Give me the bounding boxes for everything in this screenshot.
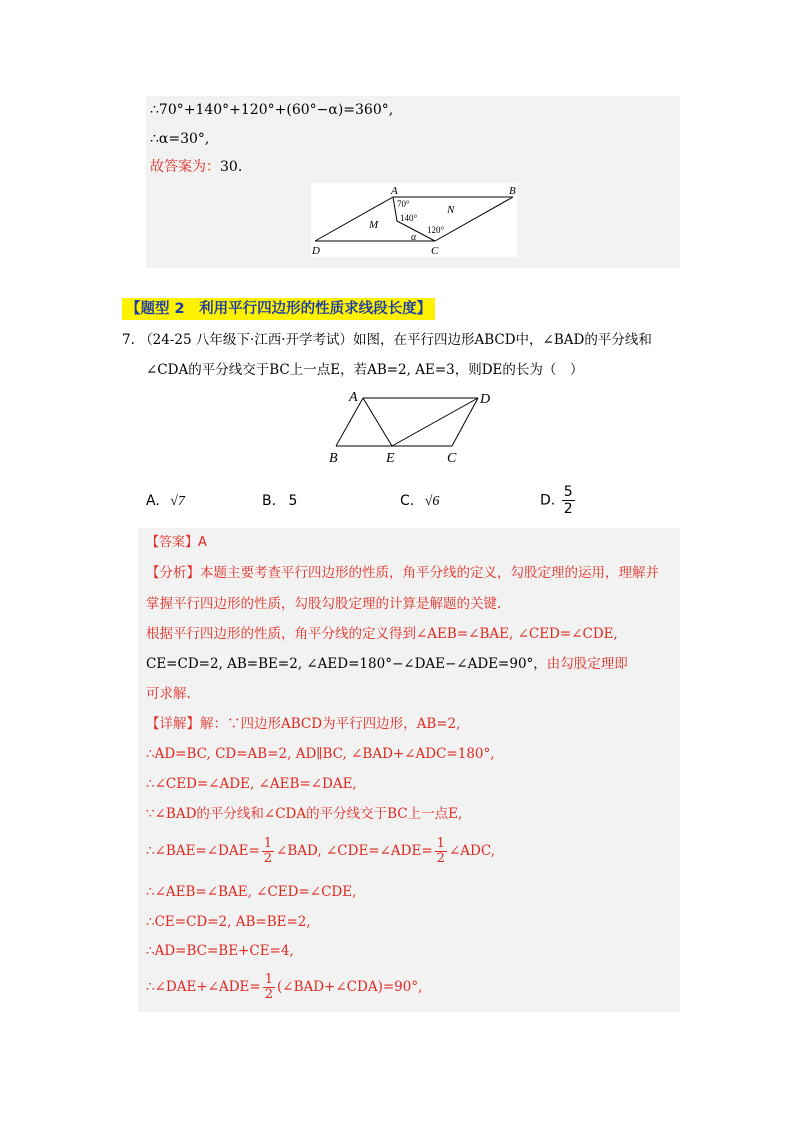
fig2-label-B: B bbox=[329, 451, 338, 466]
fig2-label-A: A bbox=[349, 390, 358, 405]
fig1-label-D: D bbox=[312, 245, 320, 257]
figure-1-box bbox=[311, 183, 517, 257]
problem-source: （24-25 八年级下·江西·开学考试） bbox=[139, 332, 353, 348]
problem-7-line-2: ∠CDA的平分线交于BC上一点E，若AB=2, AE=3，则DE的长为（ ） bbox=[146, 362, 584, 378]
fig1-label-N: N bbox=[447, 204, 455, 216]
fig2-label-D: D bbox=[480, 392, 491, 407]
detail-line-5: ∴∠BAE=∠DAE= $\frac{1}{2}$ ∠BAD, ∠CDE=∠ADE= $\frac{1}{2}$ ∠ADC, bbox=[146, 836, 495, 866]
option-c[interactable]: C. √6 bbox=[400, 493, 440, 509]
section-heading: 【题型 2 利用平行四边形的性质求线段长度】 bbox=[122, 298, 435, 320]
option-d-fraction: $\frac{5}{2}$ bbox=[563, 484, 573, 517]
fig1-label-C: C bbox=[431, 245, 439, 257]
detail-line-2: ∴AD=BC, CD=AB=2, AD∥BC, ∠BAD+∠ADC=180°, bbox=[146, 746, 495, 762]
fig1-label-A: A bbox=[391, 185, 398, 197]
answer-prefix: 故答案为： bbox=[150, 159, 220, 175]
half-fraction-3: $\frac{1}{2}$ bbox=[264, 972, 273, 1002]
fig1-label-B: B bbox=[509, 185, 516, 197]
analysis-line-4: CE=CD=2, AB=BE=2, ∠AED=180°−∠DAE−∠ADE=90°，由勾股定理即 bbox=[146, 656, 628, 672]
analysis-line-1: 【分析】本题主要考查平行四边形的性质，角平分线的定义，勾股定理的运用，理解并 bbox=[146, 565, 659, 581]
detail-line-7: ∴CE=CD=2, AB=BE=2, bbox=[146, 914, 311, 930]
half-fraction-2: $\frac{1}{2}$ bbox=[436, 836, 445, 866]
detail-line-3: ∴∠CED=∠ADE, ∠AEB=∠DAE, bbox=[146, 776, 357, 792]
fig1-label-70: 70° bbox=[397, 199, 410, 209]
answer-line: 【答案】A bbox=[146, 535, 207, 550]
half-fraction-1: $\frac{1}{2}$ bbox=[263, 836, 273, 866]
option-b-value: 5 bbox=[288, 493, 298, 509]
prev-solution-line-3 bbox=[150, 157, 242, 177]
analysis-line-3: 根据平行四边形的性质，角平分线的定义得到∠AEB=∠BAE, ∠CED=∠CDE, bbox=[146, 626, 618, 642]
detail-line-6: ∴∠AEB=∠BAE, ∠CED=∠CDE, bbox=[146, 884, 357, 900]
fig2-label-E: E bbox=[386, 451, 395, 466]
detail-label: 【详解】解： bbox=[146, 716, 227, 732]
detail-line-4: ∵∠BAD的平分线和∠CDA的平分线交于BC上一点E, bbox=[146, 806, 463, 822]
option-a[interactable]: A. √7 bbox=[146, 493, 185, 509]
figure-2-parallelogram bbox=[328, 386, 498, 466]
fig2-label-C: C bbox=[447, 451, 457, 466]
problem-7-line-1 bbox=[122, 330, 652, 350]
option-d[interactable]: D. $\frac{5}{2}$ bbox=[540, 484, 573, 517]
analysis-line-5: 可求解. bbox=[146, 686, 191, 702]
problem-statement-1: 如图，在平行四边形ABCD中，∠BAD的平分线和 bbox=[352, 332, 652, 348]
analysis-line-2: 掌握平行四边形的性质，勾股勾股定理的计算是解题的关键. bbox=[146, 596, 502, 612]
answer-value: 30. bbox=[220, 159, 243, 175]
option-a-value: √7 bbox=[170, 494, 185, 509]
option-b[interactable]: B. 5 bbox=[262, 493, 298, 509]
prev-solution-line-1: ∴70°+140°+120°+(60°−α)=360°, bbox=[150, 102, 394, 118]
detail-line-1: 【详解】解：∵四边形ABCD为平行四边形，AB=2, bbox=[146, 716, 461, 732]
fig1-label-140: 140° bbox=[400, 213, 418, 223]
fig1-label-M: M bbox=[369, 219, 379, 231]
detail-line-8: ∴AD=BC=BE+CE=4, bbox=[146, 943, 294, 959]
figure-1-parallelogram bbox=[311, 183, 517, 257]
option-c-value: √6 bbox=[424, 494, 440, 509]
fig1-label-120: 120° bbox=[427, 225, 445, 235]
prev-solution-line-2: ∴α=30°, bbox=[150, 131, 210, 147]
detail-line-9: ∴∠DAE+∠ADE= $\frac{1}{2}$ (∠BAD+∠CDA)=90°, bbox=[146, 972, 423, 1002]
fig1-label-alpha: α bbox=[411, 232, 417, 243]
problem-number: 7. bbox=[122, 332, 135, 348]
